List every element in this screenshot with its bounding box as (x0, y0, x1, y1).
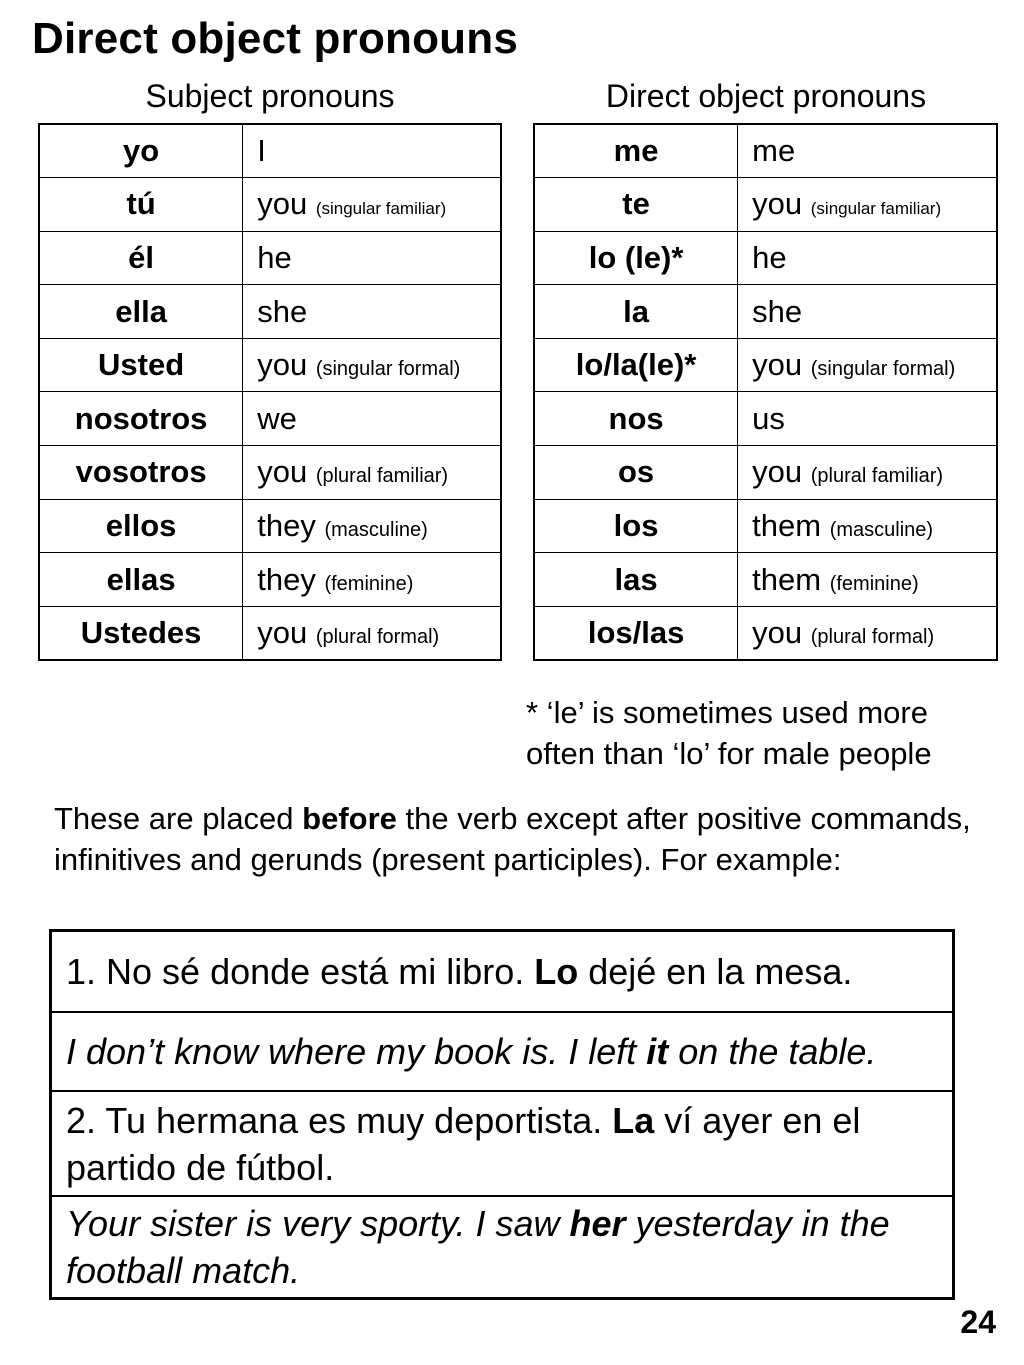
object-table-english-cell (738, 178, 997, 232)
object-table-spanish-cell: os (534, 446, 738, 500)
subject-table-english-word: you (257, 614, 308, 650)
subject-table-spanish-cell: tú (39, 178, 243, 232)
object-table-english-cell (738, 553, 997, 607)
subject-table-english-cell (243, 446, 501, 500)
subject-table-english-note: (masculine) (324, 518, 428, 541)
subject-table-english-cell (243, 392, 501, 446)
subject-table-english-cell (243, 231, 501, 285)
object-table-english-note: (feminine) (829, 572, 919, 595)
explanation-paragraph (54, 798, 994, 880)
object-table-english-cell (738, 231, 997, 285)
example-1-english-bold: it (646, 1031, 669, 1072)
subject-table-english-cell (243, 124, 501, 178)
object-table-english-word: me (752, 133, 796, 169)
subject-table-spanish-cell: ellas (39, 553, 243, 607)
subject-table-row (39, 338, 501, 392)
subject-table-english-word: I (257, 133, 266, 169)
example-2-spanish-bold: La (612, 1099, 655, 1141)
subject-table-english-word: he (257, 239, 292, 275)
object-table-row (534, 446, 997, 500)
object-table-english-cell (738, 606, 997, 660)
object-table-english-word: you (752, 186, 803, 222)
object-table-english-note: (plural formal) (810, 625, 935, 648)
object-table-row (534, 178, 997, 232)
example-2-spanish (52, 1090, 952, 1195)
page-number: 24 (960, 1304, 996, 1340)
subject-table-row (39, 285, 501, 339)
subject-table-english-cell (243, 285, 501, 339)
object-table-spanish-cell: lo/la(le)* (534, 338, 738, 392)
page-title: Direct object pronouns (32, 14, 518, 63)
object-table-english-word: you (752, 454, 803, 490)
subject-table-english-word: they (257, 561, 316, 597)
example-1-spanish (52, 932, 952, 1011)
subject-table-english-cell (243, 553, 501, 607)
object-table-spanish-cell: la (534, 285, 738, 339)
object-table-caption: Direct object pronouns (605, 78, 927, 114)
footnote-line-2: often than ‘lo’ for male people (526, 736, 932, 771)
subject-table-english-cell (243, 178, 501, 232)
subject-table-spanish-cell: Ustedes (39, 606, 243, 660)
subject-table-english-word: you (257, 347, 308, 383)
subject-table-english-word: they (257, 507, 316, 543)
object-table-spanish-cell: me (534, 124, 738, 178)
example-1-english-text-end: on the table. (668, 1031, 877, 1072)
subject-table-row (39, 178, 501, 232)
subject-pronouns-table (38, 123, 502, 661)
object-table-spanish-cell: los (534, 499, 738, 553)
object-table-row (534, 499, 997, 553)
subject-table-row (39, 606, 501, 660)
object-table-row (534, 553, 997, 607)
object-table-spanish-cell: lo (le)* (534, 231, 738, 285)
object-table-spanish-cell: los/las (534, 606, 738, 660)
subject-table-english-note: (feminine) (324, 572, 414, 595)
subject-table-english-cell (243, 606, 501, 660)
subject-table-spanish-cell: vosotros (39, 446, 243, 500)
subject-table-row (39, 231, 501, 285)
subject-table-english-cell (243, 338, 501, 392)
object-table-english-word: them (752, 507, 822, 543)
object-table-english-note: (plural familiar) (810, 465, 944, 488)
explanation-text-before: These are placed (54, 801, 303, 836)
object-table-english-cell (738, 338, 997, 392)
direct-object-pronouns-table (533, 123, 998, 661)
object-table-row (534, 392, 997, 446)
object-table-row (534, 338, 997, 392)
subject-table-english-word: she (257, 293, 308, 329)
object-table-english-cell (738, 446, 997, 500)
object-table-row (534, 124, 997, 178)
object-table-english-word: he (752, 239, 787, 275)
example-2-english (52, 1195, 952, 1297)
object-table-english-cell (738, 392, 997, 446)
subject-table-row (39, 553, 501, 607)
object-table-spanish-cell: te (534, 178, 738, 232)
subject-table-english-note: (singular familiar) (315, 199, 447, 219)
example-2-english-text: Your sister is very sporty. I saw (66, 1203, 570, 1244)
object-table-english-note: (singular formal) (810, 358, 956, 381)
object-table-row (534, 606, 997, 660)
object-table-english-note: (masculine) (829, 518, 934, 541)
subject-table-english-word: we (257, 400, 297, 436)
subject-table-spanish-cell: ellos (39, 499, 243, 553)
subject-table-caption: Subject pronouns (145, 78, 395, 114)
subject-table-spanish-cell: Usted (39, 338, 243, 392)
object-table-english-note: (singular familiar) (810, 199, 942, 219)
object-table-english-word: us (752, 400, 785, 436)
footnote-line-1: * ‘le’ is sometimes used more (526, 695, 928, 730)
example-2-english-bold: her (569, 1203, 626, 1244)
object-table-english-word: she (752, 293, 803, 329)
examples-box (49, 929, 955, 1300)
object-table-english-cell (738, 285, 997, 339)
subject-table-english-note: (plural formal) (315, 625, 440, 648)
object-table-row (534, 231, 997, 285)
object-table-english-word: you (752, 614, 803, 650)
object-table-english-cell (738, 499, 997, 553)
subject-table-spanish-cell: yo (39, 124, 243, 178)
object-table-english-word: you (752, 347, 803, 383)
subject-table-row (39, 124, 501, 178)
object-table-row (534, 285, 997, 339)
explanation-text-after: the verb except after positive commands, infinitives and gerunds (present participles). For example: (54, 801, 971, 877)
object-table-english-word: them (752, 561, 822, 597)
example-1-spanish-bold: Lo (534, 951, 579, 992)
example-1-spanish-text-end: dejé en la mesa. (578, 951, 853, 992)
explanation-bold-word: before (302, 801, 397, 836)
subject-table-row (39, 499, 501, 553)
object-table-spanish-cell: nos (534, 392, 738, 446)
subject-table-english-note: (plural familiar) (315, 465, 449, 488)
subject-table-english-cell (243, 499, 501, 553)
subject-table-spanish-cell: ella (39, 285, 243, 339)
subject-table-spanish-cell: nosotros (39, 392, 243, 446)
example-1-english (52, 1011, 952, 1090)
example-2-spanish-text-end: ví ayer en el partido de fútbol. (66, 1099, 861, 1188)
example-2-english-text-end: yesterday in the football match. (66, 1203, 890, 1291)
footnote (526, 692, 932, 774)
object-table-english-cell (738, 124, 997, 178)
subject-table-english-word: you (257, 454, 308, 490)
subject-table-row (39, 446, 501, 500)
object-table-spanish-cell: las (534, 553, 738, 607)
subject-table-english-note: (singular formal) (315, 358, 461, 381)
example-1-english-text: I don’t know where my book is. I left (66, 1031, 647, 1072)
example-2-spanish-text: 2. Tu hermana es muy deportista. (66, 1099, 613, 1141)
subject-table-spanish-cell: él (39, 231, 243, 285)
subject-table-english-word: you (257, 186, 308, 222)
example-1-spanish-text: 1. No sé donde está mi libro. (66, 951, 535, 992)
subject-table-row (39, 392, 501, 446)
